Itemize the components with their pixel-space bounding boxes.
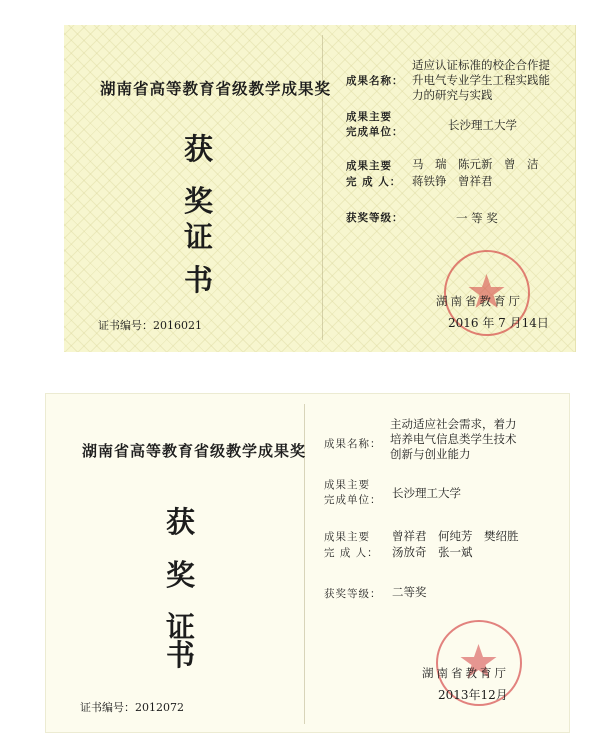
award-level-label: 获奖等级： [324, 588, 382, 600]
award-char-4: 书 [166, 638, 196, 672]
award-level-value: 一 等 奖 [456, 211, 498, 225]
certificate-number [80, 699, 184, 715]
persons-label-line2: 完 成 人： [324, 547, 379, 559]
cert-no-value: 2016021 [153, 319, 202, 332]
award-char-4: 书 [184, 263, 214, 297]
award-char-1: 获 [184, 132, 214, 166]
award-level-label: 获奖等级： [346, 212, 404, 224]
certificate-2016 [64, 25, 576, 352]
award-char-3: 证 [184, 220, 214, 254]
persons-line2: 汤放奇 张一斌 [392, 545, 473, 559]
award-char-2: 奖 [184, 184, 214, 218]
issue-date: 2013年12月 [438, 688, 508, 702]
certificate-title: 湖南省高等教育省级教学成果奖 [100, 79, 332, 98]
persons-label-line1: 成果主要 [346, 160, 392, 172]
persons-line2: 蒋铁铮 曾祥君 [412, 174, 493, 188]
unit-label-line1: 成果主要 [324, 479, 370, 491]
unit-label-line2: 完成单位： [346, 126, 404, 138]
result-name-label: 成果名称： [324, 438, 382, 450]
issue-date: 2016 年 7 月14日 [448, 316, 549, 330]
persons-line1: 曾祥君 何纯芳 樊绍胜 [392, 529, 519, 543]
persons-line1: 马 瑞 陈元新 曾 洁 [412, 157, 539, 171]
certificate-number [98, 317, 202, 333]
unit-value: 长沙理工大学 [448, 118, 517, 132]
unit-label-line1: 成果主要 [346, 111, 392, 123]
result-name-line: 力的研究与实践 [412, 88, 493, 102]
persons-label-line1: 成果主要 [324, 531, 370, 543]
unit-value: 长沙理工大学 [392, 486, 461, 500]
award-char-2: 奖 [166, 558, 196, 592]
issuer-name: 湖南省教育厅 [422, 666, 509, 680]
cert-no-value: 2012072 [135, 701, 184, 714]
result-name-line: 培养电气信息类学生技术 [390, 432, 517, 446]
result-name-line: 创新与创业能力 [390, 447, 471, 461]
persons-label-line2: 完 成 人： [346, 176, 402, 188]
unit-label-line2: 完成单位： [324, 494, 382, 506]
certificate-title: 湖南省高等教育省级教学成果奖 [82, 442, 307, 460]
award-char-3: 证 [166, 610, 196, 644]
result-name-value [390, 417, 560, 462]
issuer-name: 湖南省教育厅 [436, 294, 523, 308]
certificate-2012 [45, 393, 570, 733]
result-name-label: 成果名称： [346, 75, 404, 87]
result-name-line: 主动适应社会需求，着力 [390, 417, 517, 431]
cert-no-label: 证书编号： [80, 701, 135, 714]
result-name-line: 升电气专业学生工程实践能 [412, 73, 550, 87]
cert-no-label: 证书编号： [98, 319, 153, 332]
award-level-value: 二等奖 [392, 585, 427, 599]
result-name-value [412, 58, 577, 103]
award-char-1: 获 [166, 505, 196, 539]
result-name-line: 适应认证标准的校企合作提 [412, 58, 550, 72]
